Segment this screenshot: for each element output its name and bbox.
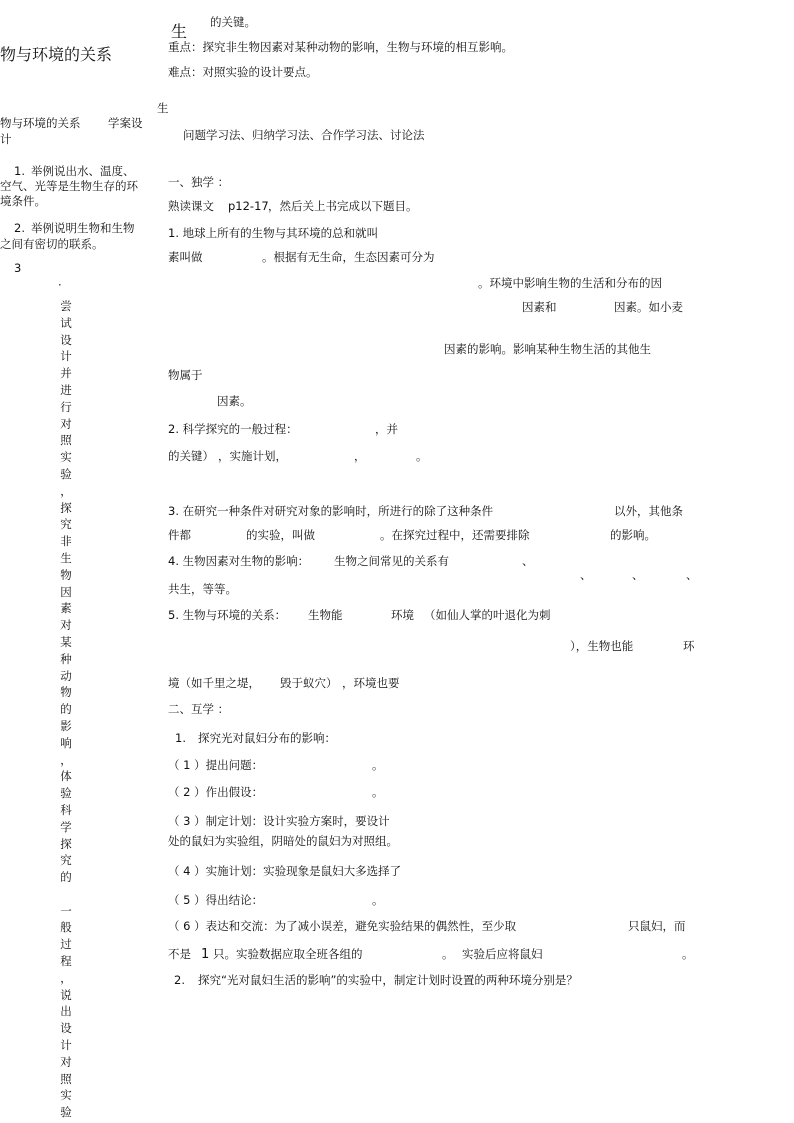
objective-1-line-c: 境条件。: [0, 194, 46, 208]
vertical-char: 进: [60, 382, 72, 397]
vertical-char: 般: [60, 920, 72, 935]
question-1-line-h: 物属于: [168, 368, 203, 382]
vertical-char: 种: [60, 651, 72, 666]
step-6-line-c: 不是: [168, 947, 191, 961]
vertical-char: 验: [60, 1105, 72, 1120]
step-1: （ 1 ）提出问题：: [168, 758, 264, 772]
question-5-line-b: 生物能: [308, 608, 343, 622]
question-5-line-d: （如仙人掌的叶退化为刺: [424, 608, 551, 622]
question-3-line-e: 。在探究过程中，还需要排除: [380, 528, 530, 542]
question-3-line-d: 的实验，叫做: [246, 528, 315, 542]
question-2-line-e: ，: [354, 449, 366, 463]
vertical-char: 对: [60, 1054, 72, 1069]
objective-3-vertical-text: [58, 298, 74, 1121]
vertical-char: 因: [60, 584, 72, 599]
vertical-char: ，: [60, 752, 72, 767]
vertical-char: 过: [60, 937, 72, 952]
objective-1-line-a: 举例说出水、温度、: [31, 164, 135, 178]
objective-1-number: 1.: [14, 164, 25, 178]
vertical-char: 生: [60, 550, 72, 565]
question-4-sep-1: 、: [522, 554, 534, 568]
part-1-heading: 一、独学 ：: [168, 175, 230, 189]
question-4-sep-2: 、: [580, 568, 592, 582]
vertical-char: 行: [60, 399, 72, 414]
sheng-mid: 生: [157, 101, 169, 115]
objective-2-number: 2.: [14, 221, 25, 235]
question-1-line-a: 1. 地球上所有的生物与其环境的总和就叫: [168, 226, 379, 240]
question-1-line-e: 因素和: [522, 300, 557, 314]
vertical-char: 实: [60, 450, 72, 465]
part-2-heading: 二、互学 ：: [168, 702, 230, 716]
step-6-line-e: 只。实验数据应取全班各组的: [213, 947, 363, 961]
section-heading-a: 物与环境的关系: [0, 116, 81, 130]
vertical-char: 验: [60, 466, 72, 481]
step-2: （ 2 ）作出假设：: [168, 785, 264, 799]
vertical-char: 究: [60, 853, 72, 868]
question-2-line-d: ，实施计划，: [218, 449, 287, 463]
objective-2-line-a: 举例说明生物和生物: [31, 221, 135, 235]
question-3-line-c: 件都: [168, 528, 191, 542]
vertical-char: 设: [60, 332, 72, 347]
question-3-line-a: 3. 在研究一种条件对研究对象的影响时，所进行的除了这种条件: [168, 504, 494, 518]
question-1-line-d: 。环境中影响生物的生活和分布的因: [478, 276, 662, 290]
step-3-line-a: （ 3 ）制定计划：设计实验方案时，要设计: [168, 814, 390, 828]
question-1-line-i: 因素。: [217, 394, 252, 408]
vertical-char: 动: [60, 668, 72, 683]
vertical-char: 程: [60, 954, 72, 969]
step-6-line-d: 1: [201, 947, 210, 962]
vertical-char: 素: [60, 601, 72, 616]
vertical-char: 探: [60, 836, 72, 851]
vertical-char: 对: [60, 416, 72, 431]
step-3-line-b: 处的鼠妇为实验组，阴暗处的鼠妇为对照组。: [168, 834, 398, 848]
exercise-1-number: 1.: [175, 731, 186, 745]
vertical-char: 设: [60, 1021, 72, 1036]
vertical-char: 物: [60, 685, 72, 700]
vertical-char: 实: [60, 1088, 72, 1103]
question-3-line-b: 以外，其他条: [614, 504, 683, 518]
vertical-char: 照: [60, 1071, 72, 1086]
vertical-char: 试: [60, 315, 72, 330]
vertical-char: 科: [60, 802, 72, 817]
question-1-line-f: 因素。如小麦: [614, 300, 683, 314]
question-5-line-g: 境（如千里之堤，: [168, 676, 260, 690]
step-6-line-g: 实验后应将鼠妇: [462, 947, 543, 961]
difficulty-point: 难点：对照实验的设计要点。: [168, 65, 318, 79]
vertical-char: 学: [60, 819, 72, 834]
lesson-title: 物与环境的关系: [0, 45, 113, 64]
sheng-top: 生: [171, 22, 188, 41]
exercise-2-text: 探究“光对鼠妇生活的影响”的实验中，制定计划时设置的两种环境分别是？: [198, 973, 578, 987]
vertical-char: 对: [60, 618, 72, 633]
section-heading-c: 计: [0, 132, 12, 146]
step-6-line-a: （ 6 ）表达和交流：为了减小误差，避免实验结果的偶然性，至少取: [168, 919, 517, 933]
reading-instruction-b: p12-17: [228, 199, 269, 213]
key-top: 的关键。: [210, 15, 256, 29]
objective-2-line-b: 之间有密切的联系。: [0, 237, 104, 251]
vertical-char: 验: [60, 786, 72, 801]
vertical-char: 一: [60, 903, 72, 918]
vertical-char: 物: [60, 567, 72, 582]
vertical-char: 体: [60, 769, 72, 784]
step-6-line-h: 。: [682, 947, 694, 961]
question-4-line-g: 共生，等等。: [168, 582, 237, 596]
exercise-2-number: 2.: [174, 973, 185, 987]
vertical-char: ，: [60, 970, 72, 985]
question-4-sep-3: 、: [632, 568, 644, 582]
vertical-char: 某: [60, 634, 72, 649]
step-6-line-f: 。: [442, 947, 454, 961]
vertical-char: 非: [60, 534, 72, 549]
vertical-char: 说: [60, 987, 72, 1002]
question-3-line-f: 的影响。: [610, 528, 656, 542]
vertical-char: ，: [60, 483, 72, 498]
reading-instruction-a: 熟读课文: [168, 199, 214, 213]
question-1-line-g: 因素的影响。影响某种生物生活的其他生: [444, 342, 651, 356]
question-2-line-c: 的关键）: [168, 449, 214, 463]
question-2-line-b: ，并: [375, 422, 398, 436]
question-5-line-f: 环: [683, 639, 695, 653]
vertical-gap: [58, 886, 74, 903]
question-4-line-a: 4. 生物因素对生物的影响：: [168, 554, 310, 568]
vertical-char: 响: [60, 735, 72, 750]
step-4: （ 4 ）实施计划：实验现象是鼠妇大多选择了: [168, 864, 402, 878]
vertical-char: 尝: [60, 299, 72, 313]
question-5-line-i: ，环境也要: [342, 676, 400, 690]
step-1-end: 。: [372, 758, 384, 772]
vertical-char: 出: [60, 1004, 72, 1019]
question-5-line-h: 毁于蚁穴）: [280, 676, 338, 690]
reading-instruction-c: ，然后关上书完成以下题目。: [268, 199, 418, 213]
vertical-char: 探: [60, 500, 72, 515]
step-5-end: 。: [372, 893, 384, 907]
step-2-end: 。: [372, 785, 384, 799]
vertical-char: 的: [60, 702, 72, 717]
vertical-char: 计: [60, 349, 72, 364]
vertical-char: 究: [60, 517, 72, 532]
question-5-line-e: ），生物也能: [570, 639, 634, 653]
question-4-line-b: 生物之间常见的关系有: [334, 554, 449, 568]
question-2-line-a: 2. 科学探究的一般过程：: [168, 422, 298, 436]
question-2-line-f: 。: [416, 449, 428, 463]
question-1-line-b: 素叫做: [168, 250, 203, 264]
question-4-sep-4: 、: [686, 568, 698, 582]
question-5-line-a: 5. 生物与环境的关系：: [168, 608, 287, 622]
learning-methods: 问题学习法、归纳学习法、合作学习法、讨论法: [183, 128, 425, 142]
objective-3-number: 3: [14, 261, 22, 275]
question-1-line-c: 。根据有无生命，生态因素可分为: [262, 250, 435, 264]
vertical-char: 并: [60, 366, 72, 381]
vertical-char: 计: [60, 1038, 72, 1053]
section-heading-b: 学案设: [108, 116, 143, 130]
focus-point: 重点：探究非生物因素对某种动物的影响，生物与环境的相互影响。: [168, 40, 513, 54]
exercise-1-title: 探究光对鼠妇分布的影响：: [198, 731, 336, 745]
question-5-line-c: 环境: [391, 608, 414, 622]
vertical-char: 的: [60, 870, 72, 885]
objective-1-line-b: 空气、光等是生物生存的环: [0, 179, 138, 193]
step-5: （ 5 ）得出结论：: [168, 893, 264, 907]
vertical-char: 影: [60, 718, 72, 733]
objective-3-dot: ·: [58, 278, 62, 292]
vertical-char: 照: [60, 433, 72, 448]
step-6-line-b: 只鼠妇，而: [628, 919, 686, 933]
